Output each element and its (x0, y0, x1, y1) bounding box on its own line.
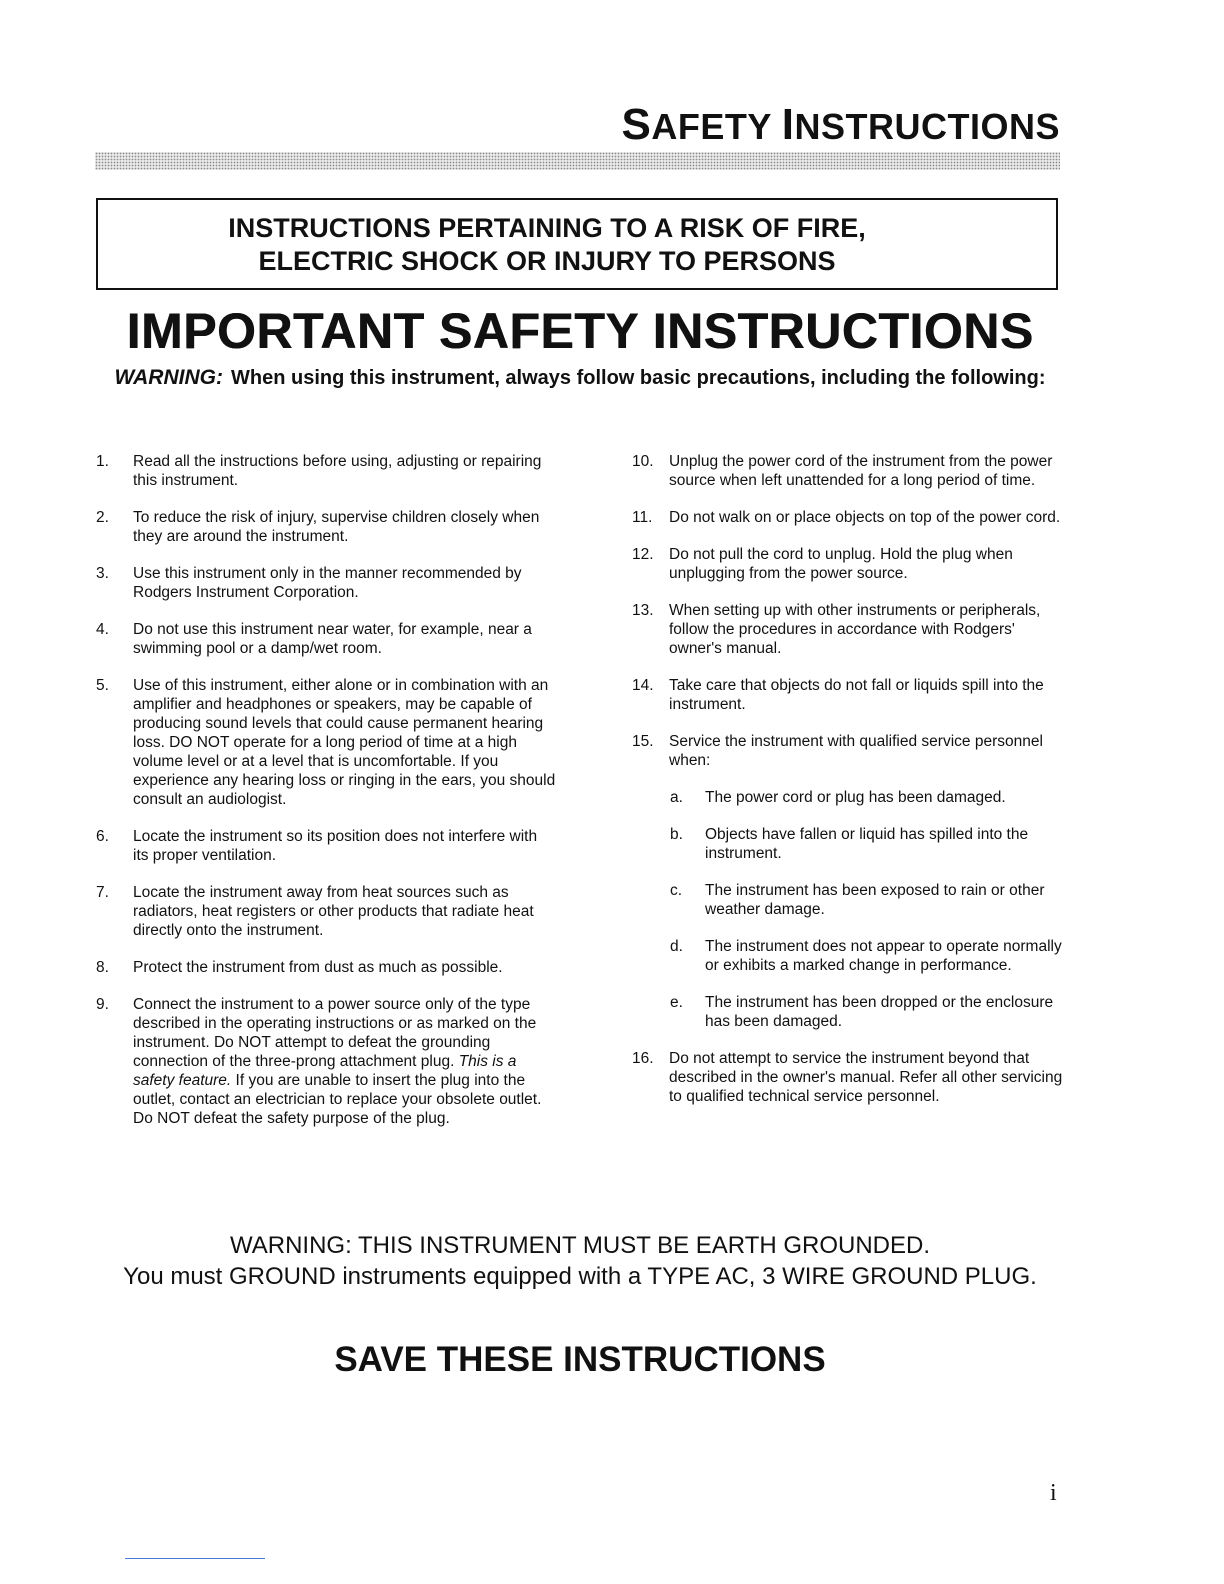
fire-box-line-2: ELECTRIC SHOCK OR INJURY TO PERSONS (258, 246, 836, 276)
item-text: Do not pull the cord to unplug. Hold the plug when unplugging from the power source. (669, 546, 1013, 582)
item-number: 7. (96, 884, 109, 901)
list-item (632, 545, 1072, 583)
sub-list-item (632, 825, 1072, 863)
header-part-2: AFETY (651, 106, 782, 147)
item-number: 11. (632, 509, 653, 526)
footer-rule (125, 1558, 265, 1559)
subitem-text: The instrument has been exposed to rain or other weather damage. (705, 882, 1045, 918)
item-number: 4. (96, 621, 109, 638)
item-text: Use this instrument only in the manner recommended by Rodgers Instrument Corporation. (133, 565, 522, 601)
list-item (96, 564, 556, 602)
subitem-letter: e. (670, 994, 683, 1011)
earth-warning-line-1: WARNING: THIS INSTRUMENT MUST BE EARTH GROUNDED. (229, 1232, 931, 1259)
item-number: 3. (96, 565, 109, 582)
item-text: Connect the instrument to a power source only of the type described in the operating instructions or as marked on the instrument. Do NOT attempt to defeat the grounding connection of the three-prong attachment plug. (133, 996, 537, 1070)
subitem-letter: c. (670, 882, 683, 899)
page-header (0, 100, 1060, 150)
item-number: 5. (96, 677, 109, 694)
list-item (632, 1049, 1072, 1106)
header-part-1: S (621, 100, 652, 149)
subitem-text: The instrument has been dropped or the enclosure has been damaged. (705, 994, 1054, 1030)
item-text: Do not walk on or place objects on top of the power cord. (669, 509, 1061, 526)
list-item (96, 508, 556, 546)
subitem-text: Objects have fallen or liquid has spilled into the instrument. (705, 826, 1029, 862)
item-text: Locate the instrument away from heat sources such as radiators, heat registers or other products that radiate heat directly onto the instrument. (133, 884, 534, 939)
item-number: 8. (96, 959, 109, 976)
subitem-letter: b. (670, 826, 683, 843)
item-text-italic: This is a safety feature. (133, 1053, 517, 1089)
item-number: 1. (96, 453, 109, 470)
sub-list-item (632, 881, 1072, 919)
item-number: 10. (632, 453, 654, 470)
item-text: Read all the instructions before using, adjusting or repairing this instrument. (133, 453, 542, 489)
warning-text: When using this instrument, always follow basic precautions, including the following: (230, 367, 1046, 389)
sub-list-item (632, 993, 1072, 1031)
list-item (96, 676, 556, 809)
list-item (632, 452, 1072, 490)
item-text: Unplug the power cord of the instrument from the power source when left unattended for a long period of time. (669, 453, 1053, 489)
item-number: 15. (632, 733, 654, 750)
important-title: IMPORTANT SAFETY INSTRUCTIONS (126, 303, 1034, 359)
item-text: To reduce the risk of injury, supervise children closely when they are around the instrument. (133, 509, 540, 545)
item-text: Use of this instrument, either alone or in combination with an amplifier and headphones or speakers, may be capable of producing sound levels that could cause permanent hearing loss. DO NOT operate for a long period of time at a high volume level or at a level that is uncomfortable. If you experience any hearing loss or ringing in the ears, you should consult an audiologist. (133, 677, 556, 808)
list-item (96, 883, 556, 940)
item-text: When setting up with other instruments or peripherals, follow the procedures in accordance with Rodgers' owner's manual. (669, 602, 1041, 657)
warning-label: WARNING: (114, 366, 223, 389)
item-number: 12. (632, 546, 654, 563)
subitem-letter: a. (670, 789, 683, 806)
warning-line (0, 366, 1160, 390)
item-text: Do not attempt to service the instrument beyond that described in the owner's manual. Refer all other servicing to qualified technical service personnel. (669, 1050, 1063, 1105)
header-part-4: NSTRUCTIONS (794, 106, 1060, 147)
sub-list-item (632, 788, 1072, 807)
item-text: Service the instrument with qualified service personnel when: (669, 733, 1043, 769)
header-part-3: I (781, 100, 795, 149)
item-number: 13. (632, 602, 654, 619)
item-number: 2. (96, 509, 109, 526)
page-number: i (1050, 1480, 1057, 1506)
item-text: Do not use this instrument near water, for example, near a swimming pool or a damp/wet room. (133, 621, 532, 657)
right-column (632, 452, 1072, 1124)
list-item (96, 452, 556, 490)
fire-risk-box (96, 198, 1058, 290)
list-item (632, 732, 1072, 770)
list-item (96, 620, 556, 658)
item-text: Locate the instrument so its position does not interfere with its proper ventilation. (133, 828, 538, 864)
earth-ground-warning (0, 1230, 1160, 1292)
header-divider-bar (95, 152, 1060, 170)
list-item (96, 958, 556, 977)
list-item (632, 508, 1072, 527)
item-number: 9. (96, 996, 109, 1013)
fire-box-line-1: INSTRUCTIONS PERTAINING TO A RISK OF FIRE, (228, 213, 866, 243)
list-item (632, 676, 1072, 714)
item-number: 16. (632, 1050, 654, 1067)
item-text: Take care that objects do not fall or liquids spill into the instrument. (669, 677, 1044, 713)
item-text: Protect the instrument from dust as much as possible. (133, 959, 503, 976)
item-text: If you are unable to insert the plug into the outlet, contact an electrician to replace your obsolete outlet. Do NOT defeat the safety purpose of the plug. (133, 1072, 542, 1127)
subitem-text: The instrument does not appear to operate normally or exhibits a marked change in performance. (705, 938, 1062, 974)
earth-warning-line-2: You must GROUND instruments equipped with a TYPE AC, 3 WIRE GROUND PLUG. (123, 1263, 1037, 1290)
list-item (632, 601, 1072, 658)
list-item (96, 995, 556, 1128)
item-number: 14. (632, 677, 654, 694)
list-item (96, 827, 556, 865)
sub-list-item (632, 937, 1072, 975)
save-instructions-title: SAVE THESE INSTRUCTIONS (334, 1340, 826, 1379)
left-column (96, 452, 556, 1146)
subitem-text: The power cord or plug has been damaged. (705, 789, 1006, 806)
item-number: 6. (96, 828, 109, 845)
subitem-letter: d. (670, 938, 683, 955)
